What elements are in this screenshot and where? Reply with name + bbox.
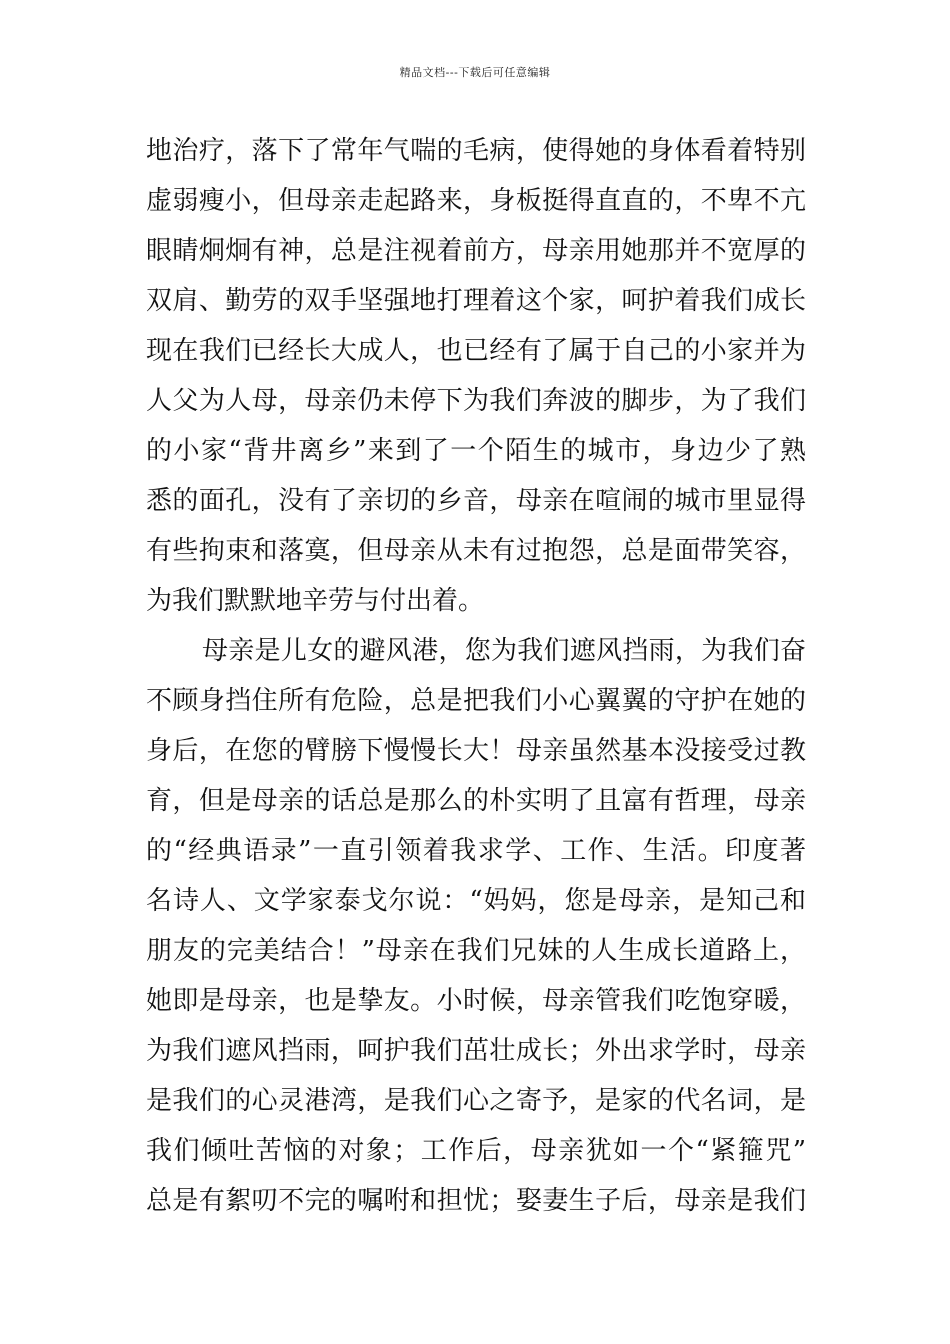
text-line: 总是有絮叨不完的嘱咐和担忧；娶妻生子后，母亲是我们 [146,1186,806,1216]
text-line: 的小家“背井离乡”来到了一个陌生的城市，身边少了熟 [146,436,806,466]
text-line: 现在我们已经长大成人，也已经有了属于自己的小家并为 [146,336,806,366]
text-line-paragraph-start: 母亲是儿女的避风港，您为我们遮风挡雨，为我们奋 [202,636,806,666]
body-text [146,126,806,1226]
text-line: 的“经典语录”一直引领着我求学、工作、生活。印度著 [146,836,806,866]
text-line: 悉的面孔，没有了亲切的乡音，母亲在喧闹的城市里显得 [146,486,806,516]
text-line: 眼睛炯炯有神，总是注视着前方，母亲用她那并不宽厚的 [146,236,806,266]
text-line: 我们倾吐苦恼的对象；工作后，母亲犹如一个“紧箍咒” [146,1136,806,1166]
text-line: 不顾身挡住所有危险，总是把我们小心翼翼的守护在她的 [146,686,806,716]
text-line: 地治疗，落下了常年气喘的毛病，使得她的身体看着特别 [146,136,806,166]
text-line: 有些拘束和落寞，但母亲从未有过抱怨，总是面带笑容， [146,536,806,566]
text-line: 人父为人母，母亲仍未停下为我们奔波的脚步，为了我们 [146,386,806,416]
text-line: 双肩、勤劳的双手坚强地打理着这个家，呵护着我们成长 [146,286,806,316]
text-line: 为我们遮风挡雨，呵护我们茁壮成长；外出求学时，母亲 [146,1036,806,1066]
text-line: 朋友的完美结合！”母亲在我们兄妹的人生成长道路上， [146,936,806,966]
text-line-paragraph-end: 为我们默默地辛劳与付出着。 [146,586,485,616]
page-header: 精品文档---下载后可任意编辑 [399,66,551,79]
text-line: 她即是母亲，也是挚友。小时候，母亲管我们吃饱穿暖， [146,986,806,1016]
text-line: 名诗人、文学家泰戈尔说：“妈妈，您是母亲，是知己和 [146,886,806,916]
text-line: 身后，在您的臂膀下慢慢长大！母亲虽然基本没接受过教 [146,736,806,766]
text-line: 育，但是母亲的话总是那么的朴实明了且富有哲理，母亲 [146,786,806,816]
text-line: 是我们的心灵港湾，是我们心之寄予，是家的代名词，是 [146,1086,806,1116]
text-line: 虚弱瘦小，但母亲走起路来，身板挺得直直的，不卑不亢 [146,186,806,216]
